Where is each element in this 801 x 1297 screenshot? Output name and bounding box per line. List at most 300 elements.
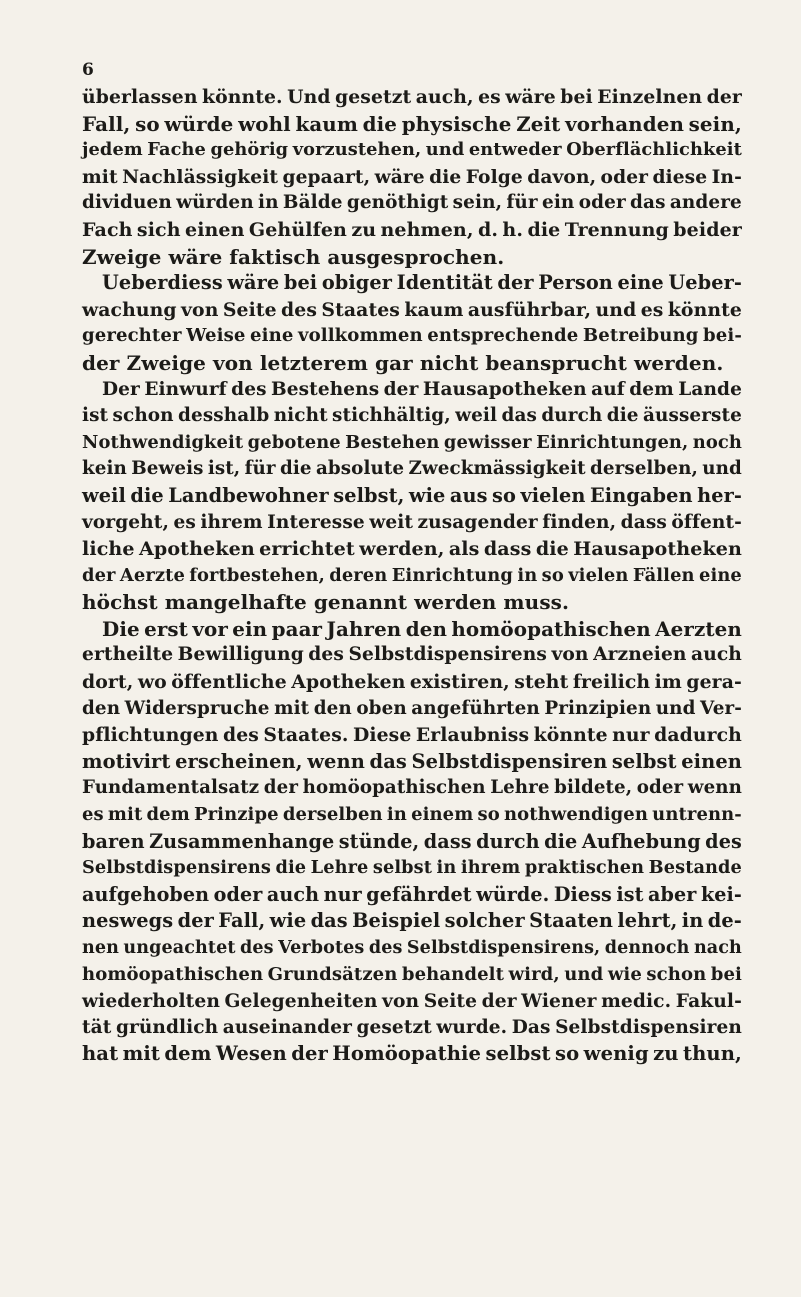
word: kein bbox=[82, 458, 127, 480]
word: mit bbox=[274, 697, 310, 719]
word: könnte. bbox=[202, 86, 283, 108]
word: Hausapotheken bbox=[422, 378, 587, 400]
text-line bbox=[82, 962, 742, 989]
word: wenig bbox=[583, 1042, 649, 1066]
word: selbst bbox=[372, 857, 433, 879]
word: gründlich bbox=[115, 1016, 219, 1038]
word: höchst bbox=[82, 590, 158, 615]
word: ihrem bbox=[460, 857, 521, 879]
word: Arzneien bbox=[593, 644, 687, 666]
word: die bbox=[544, 829, 578, 853]
text-line bbox=[82, 775, 742, 802]
word: Fall, bbox=[82, 111, 131, 136]
word: Oberflächlichkeit bbox=[566, 139, 742, 161]
text-line bbox=[82, 722, 742, 749]
word: nothwendigen bbox=[503, 804, 648, 826]
word: würde bbox=[164, 111, 234, 136]
word: der bbox=[291, 1042, 328, 1066]
word: eine bbox=[250, 325, 294, 347]
word: solcher bbox=[444, 909, 525, 933]
word: Lehre bbox=[490, 777, 550, 799]
text-line bbox=[82, 749, 742, 776]
word: beider bbox=[673, 218, 742, 241]
word: diese bbox=[652, 165, 708, 188]
word: den bbox=[82, 697, 121, 719]
word: wie bbox=[607, 963, 642, 985]
word: das bbox=[310, 909, 348, 933]
word: vielen bbox=[568, 564, 629, 586]
text-line bbox=[82, 297, 742, 324]
word: Apotheken bbox=[138, 538, 255, 561]
word: gerechter bbox=[82, 325, 182, 347]
word: Zweige bbox=[82, 244, 162, 269]
word: hat bbox=[82, 1042, 119, 1066]
word: es bbox=[478, 86, 501, 108]
word: weil bbox=[455, 405, 498, 427]
word: der bbox=[706, 86, 742, 108]
word: Selbstdispensiren bbox=[555, 1016, 742, 1038]
word: auseinander bbox=[222, 1016, 352, 1038]
word: der bbox=[177, 909, 214, 933]
word: selbst bbox=[485, 1042, 551, 1066]
word: finden, bbox=[542, 511, 617, 533]
word: Zeit bbox=[516, 111, 561, 136]
word: Der bbox=[102, 378, 140, 400]
word: baren bbox=[82, 829, 145, 853]
word: Diess bbox=[553, 882, 612, 906]
word: auch bbox=[266, 882, 320, 906]
word: öffent- bbox=[671, 511, 742, 533]
word: Gehülfen bbox=[248, 218, 347, 241]
word: bei bbox=[710, 963, 742, 985]
word: behandelt bbox=[401, 963, 505, 985]
word: oder bbox=[636, 777, 684, 799]
text-line bbox=[82, 988, 742, 1015]
word: so bbox=[135, 111, 160, 136]
word: ein bbox=[542, 192, 575, 214]
word: vielen bbox=[520, 483, 586, 507]
word: tät bbox=[82, 1016, 112, 1038]
word: Aerzten bbox=[655, 616, 742, 641]
word: muss. bbox=[503, 590, 570, 615]
word: Weise bbox=[186, 325, 246, 347]
word: in bbox=[258, 192, 279, 214]
word: dem bbox=[164, 1042, 212, 1066]
body-text bbox=[82, 84, 742, 1068]
word: freilich bbox=[572, 671, 651, 694]
word: wäre bbox=[227, 271, 280, 295]
text-line bbox=[82, 536, 742, 563]
word: steht bbox=[514, 671, 569, 694]
word: aus bbox=[449, 483, 488, 507]
word: wäre bbox=[374, 165, 425, 188]
word: sich bbox=[136, 218, 181, 241]
word: die bbox=[279, 458, 312, 480]
word: letzterem bbox=[259, 350, 369, 375]
text-line bbox=[82, 430, 742, 457]
word: jedem bbox=[82, 139, 143, 161]
text-line bbox=[82, 829, 742, 856]
word: beansprucht bbox=[485, 350, 628, 375]
word: dem bbox=[629, 378, 674, 400]
word: wiederholten bbox=[82, 990, 220, 1013]
word: vorhanden bbox=[565, 111, 684, 136]
word: Lande bbox=[678, 378, 742, 400]
word: könnte bbox=[667, 298, 742, 321]
text-line bbox=[82, 377, 742, 404]
word: erscheinen, bbox=[175, 749, 303, 773]
word: die bbox=[429, 165, 462, 188]
word: pflichtungen bbox=[82, 724, 219, 747]
word: gehörig bbox=[210, 139, 289, 161]
text-line bbox=[82, 190, 742, 217]
word: gefährdet bbox=[366, 882, 472, 906]
word: gewisser bbox=[443, 431, 532, 453]
word: h. bbox=[502, 218, 524, 241]
word: Bestehen bbox=[345, 431, 440, 453]
text-line bbox=[82, 616, 742, 643]
word: des bbox=[281, 298, 318, 321]
word: Bewilligung bbox=[177, 644, 304, 666]
word: die bbox=[535, 538, 569, 561]
word: zu bbox=[653, 1042, 679, 1066]
word: Fall, bbox=[218, 909, 266, 933]
word: oben bbox=[356, 697, 407, 719]
word: dennoch bbox=[604, 938, 690, 958]
word: Person bbox=[538, 271, 613, 295]
word: so bbox=[541, 564, 564, 586]
word: Einzelnen bbox=[597, 86, 703, 108]
word: Grundsätzen bbox=[267, 963, 398, 985]
word: mangelhafte bbox=[164, 590, 307, 615]
word: oder bbox=[213, 882, 263, 906]
word: von bbox=[382, 990, 420, 1013]
text-line bbox=[82, 1041, 742, 1068]
word: andere bbox=[669, 192, 742, 214]
text-line bbox=[82, 563, 742, 590]
word: gar bbox=[375, 350, 413, 375]
word: entsprechende bbox=[427, 325, 579, 347]
word: schon bbox=[112, 405, 174, 427]
word: stichhältig, bbox=[332, 405, 451, 427]
word: vorzustehen, bbox=[292, 139, 422, 161]
word: gebotene bbox=[247, 431, 341, 453]
word: ausführbar, bbox=[467, 298, 592, 321]
word: her- bbox=[697, 483, 742, 507]
word: ertheilte bbox=[82, 644, 174, 666]
word: es bbox=[640, 298, 664, 321]
word: bei bbox=[560, 86, 593, 108]
text-line bbox=[82, 323, 742, 350]
text-line bbox=[82, 456, 742, 483]
word: und bbox=[564, 963, 604, 985]
word: Verbotes bbox=[278, 938, 365, 958]
word: Bälde bbox=[282, 192, 343, 214]
text-line bbox=[82, 510, 742, 537]
word: einem bbox=[411, 804, 474, 826]
word: obiger bbox=[321, 271, 392, 295]
word: auf bbox=[591, 378, 625, 400]
word: deren bbox=[329, 564, 388, 586]
word: des bbox=[231, 378, 267, 400]
word: einen bbox=[185, 218, 245, 241]
word: und bbox=[655, 697, 696, 719]
word: praktischen bbox=[524, 857, 645, 879]
word: Einrichtungen, bbox=[536, 431, 689, 453]
word: das bbox=[501, 405, 537, 427]
word: als bbox=[448, 538, 480, 561]
word: homöopathischen bbox=[82, 963, 264, 985]
word: und bbox=[702, 458, 742, 480]
word: die bbox=[527, 218, 561, 241]
word: Erlaubniss bbox=[415, 724, 530, 747]
word: d. bbox=[477, 218, 499, 241]
word: des bbox=[240, 938, 274, 958]
word: Identität bbox=[396, 271, 493, 295]
text-line bbox=[82, 642, 742, 669]
word: Ueberdiess bbox=[102, 271, 223, 295]
word: überlassen bbox=[82, 86, 198, 108]
word: die bbox=[130, 483, 164, 507]
word: Trennung bbox=[564, 218, 669, 241]
word: in bbox=[436, 857, 457, 879]
word: wachung bbox=[82, 298, 177, 321]
word: lehrt, bbox=[617, 909, 678, 933]
word: errichtet bbox=[259, 538, 355, 561]
word: gepaart, bbox=[282, 165, 371, 188]
word: oder bbox=[578, 192, 626, 214]
text-line bbox=[82, 802, 742, 829]
word: Fach bbox=[82, 218, 133, 241]
word: Zusammenhange bbox=[149, 829, 335, 853]
word: wie bbox=[408, 483, 446, 507]
word: Zweckmässigkeit bbox=[408, 458, 586, 480]
word: davon, bbox=[527, 165, 597, 188]
word: äusserste bbox=[643, 405, 742, 427]
word: das bbox=[369, 749, 407, 773]
word: Einwurf bbox=[144, 378, 227, 400]
word: Aufhebung bbox=[581, 829, 701, 853]
word: de- bbox=[707, 909, 742, 933]
word: faktisch bbox=[229, 244, 321, 269]
word: erst bbox=[144, 616, 188, 641]
word: Staaten bbox=[529, 909, 613, 933]
word: Bestehens bbox=[271, 378, 380, 400]
word: Nachlässigkeit bbox=[122, 165, 279, 188]
text-line bbox=[82, 244, 742, 271]
word: in bbox=[386, 804, 407, 826]
word: ausgesprochen. bbox=[327, 244, 505, 269]
word: dass bbox=[483, 538, 532, 561]
word: für bbox=[244, 458, 276, 480]
word: nur bbox=[323, 882, 362, 906]
word: liche bbox=[82, 538, 135, 561]
word: sein, bbox=[688, 111, 742, 136]
word: der bbox=[383, 378, 419, 400]
word: dass bbox=[423, 829, 472, 853]
word: im bbox=[654, 671, 682, 694]
word: von bbox=[181, 298, 219, 321]
word: medic. bbox=[601, 990, 672, 1013]
word: dividuen bbox=[82, 192, 172, 214]
word: Widerspruche bbox=[124, 697, 270, 719]
word: mit bbox=[122, 1042, 161, 1066]
word: nehmen, bbox=[380, 218, 474, 241]
word: genöthigt bbox=[346, 192, 449, 214]
text-line bbox=[82, 217, 742, 244]
word: eine bbox=[698, 564, 742, 586]
word: bildete, bbox=[554, 777, 633, 799]
word: des bbox=[705, 829, 742, 853]
word: wohl bbox=[238, 111, 291, 136]
word: der bbox=[82, 564, 116, 586]
text-line bbox=[82, 483, 742, 510]
word: fortbestehen, bbox=[189, 564, 325, 586]
word: gesetzt bbox=[356, 1016, 432, 1038]
word: absolute bbox=[315, 458, 405, 480]
word: wäre bbox=[168, 244, 223, 269]
word: gesetzt bbox=[335, 86, 412, 108]
word: werden bbox=[414, 590, 497, 615]
word: zusagender bbox=[417, 511, 538, 533]
text-line bbox=[82, 350, 742, 377]
word: vorgeht, bbox=[82, 511, 169, 533]
word: angeführten bbox=[411, 697, 540, 719]
word: des bbox=[222, 724, 259, 747]
word: Homöopathie bbox=[332, 1042, 482, 1066]
word: kei- bbox=[700, 882, 742, 906]
word: aufgehoben bbox=[82, 882, 210, 906]
word: Bestande bbox=[648, 857, 742, 879]
word: Selbstdispensirens bbox=[82, 857, 271, 879]
word: existiren, bbox=[409, 671, 510, 694]
word: Nothwendigkeit bbox=[82, 431, 244, 453]
word: die bbox=[275, 857, 307, 879]
page-number: 6 bbox=[82, 60, 94, 80]
word: Fache bbox=[147, 139, 206, 161]
word: Seite bbox=[222, 298, 277, 321]
text-line bbox=[82, 1015, 742, 1042]
word: des bbox=[368, 938, 403, 958]
word: Die bbox=[102, 616, 140, 641]
word: dem bbox=[146, 804, 190, 826]
word: für bbox=[506, 192, 538, 214]
word: würden bbox=[176, 192, 254, 214]
word: oder bbox=[600, 165, 649, 188]
text-line bbox=[82, 111, 742, 138]
text-line bbox=[82, 589, 742, 616]
word: Landbewohner bbox=[168, 483, 329, 507]
word: es bbox=[82, 804, 104, 826]
word: homöopathischen bbox=[302, 777, 486, 799]
word: selbst, bbox=[333, 483, 405, 507]
word: Fällen bbox=[632, 564, 695, 586]
word: kaum bbox=[404, 298, 464, 321]
word: eine bbox=[617, 271, 664, 295]
word: nach bbox=[693, 938, 742, 958]
text-line bbox=[82, 669, 742, 696]
text-line bbox=[82, 403, 742, 430]
word: Beweis bbox=[131, 458, 204, 480]
word: Beispiel bbox=[352, 909, 441, 933]
word: öffentliche bbox=[171, 671, 287, 694]
word: ist, bbox=[207, 458, 241, 480]
word: ungeachtet bbox=[123, 938, 236, 958]
word: weil bbox=[82, 483, 126, 507]
word: das bbox=[630, 192, 666, 214]
word: wie bbox=[269, 909, 307, 933]
word: Ueber- bbox=[668, 271, 742, 295]
word: Prinzipe bbox=[193, 804, 279, 826]
word: der bbox=[263, 777, 299, 799]
word: in bbox=[681, 909, 704, 933]
word: wäre bbox=[505, 86, 556, 108]
word: genannt bbox=[313, 590, 408, 615]
word: weit bbox=[369, 511, 414, 533]
word: Jahren bbox=[326, 616, 402, 641]
word: nicht bbox=[419, 350, 479, 375]
word: derselben bbox=[282, 804, 383, 826]
text-line bbox=[82, 696, 742, 723]
word: Prinzipien bbox=[544, 697, 652, 719]
word: so bbox=[555, 1042, 580, 1066]
word: der bbox=[497, 271, 534, 295]
word: Diese bbox=[353, 724, 412, 747]
word: Das bbox=[511, 1016, 551, 1038]
word: ihrem bbox=[200, 511, 263, 533]
word: dort, bbox=[82, 671, 134, 694]
word: es bbox=[173, 511, 196, 533]
word: Selbstdispensiren bbox=[411, 749, 608, 773]
word: nicht bbox=[273, 405, 328, 427]
word: Aerzte bbox=[119, 564, 185, 586]
word: ist bbox=[82, 405, 109, 427]
word: durch bbox=[541, 405, 603, 427]
word: den bbox=[405, 616, 447, 641]
word: Wesen bbox=[215, 1042, 287, 1066]
word: Zweige bbox=[126, 350, 206, 375]
word: mit bbox=[82, 165, 118, 188]
word: Selbstdispensirens bbox=[348, 644, 547, 666]
word: Betreibung bbox=[582, 325, 699, 347]
word: Seite bbox=[423, 990, 478, 1013]
word: Apotheken bbox=[291, 671, 406, 694]
word: wurde. bbox=[436, 1016, 508, 1038]
word: Und bbox=[287, 86, 331, 108]
word: den bbox=[313, 697, 352, 719]
word: In- bbox=[711, 165, 742, 188]
word: entweder bbox=[468, 139, 562, 161]
word: Selbstdispensirens, bbox=[406, 938, 601, 958]
text-line bbox=[82, 164, 742, 191]
text-line bbox=[82, 882, 742, 909]
text-line bbox=[82, 908, 742, 935]
word: Staates bbox=[321, 298, 400, 321]
word: gera- bbox=[686, 671, 742, 694]
word: untrenn- bbox=[652, 804, 742, 826]
word: schon bbox=[646, 963, 707, 985]
word: wird, bbox=[508, 963, 560, 985]
word: Lehre bbox=[310, 857, 369, 879]
word: stünde, bbox=[338, 829, 420, 853]
word: und bbox=[595, 298, 637, 321]
word: ist bbox=[616, 882, 644, 906]
word: Gelegenheiten bbox=[224, 990, 378, 1013]
word: würde. bbox=[476, 882, 550, 906]
word: sein, bbox=[452, 192, 503, 214]
word: könnte bbox=[533, 724, 608, 747]
word: derselben, bbox=[589, 458, 698, 480]
